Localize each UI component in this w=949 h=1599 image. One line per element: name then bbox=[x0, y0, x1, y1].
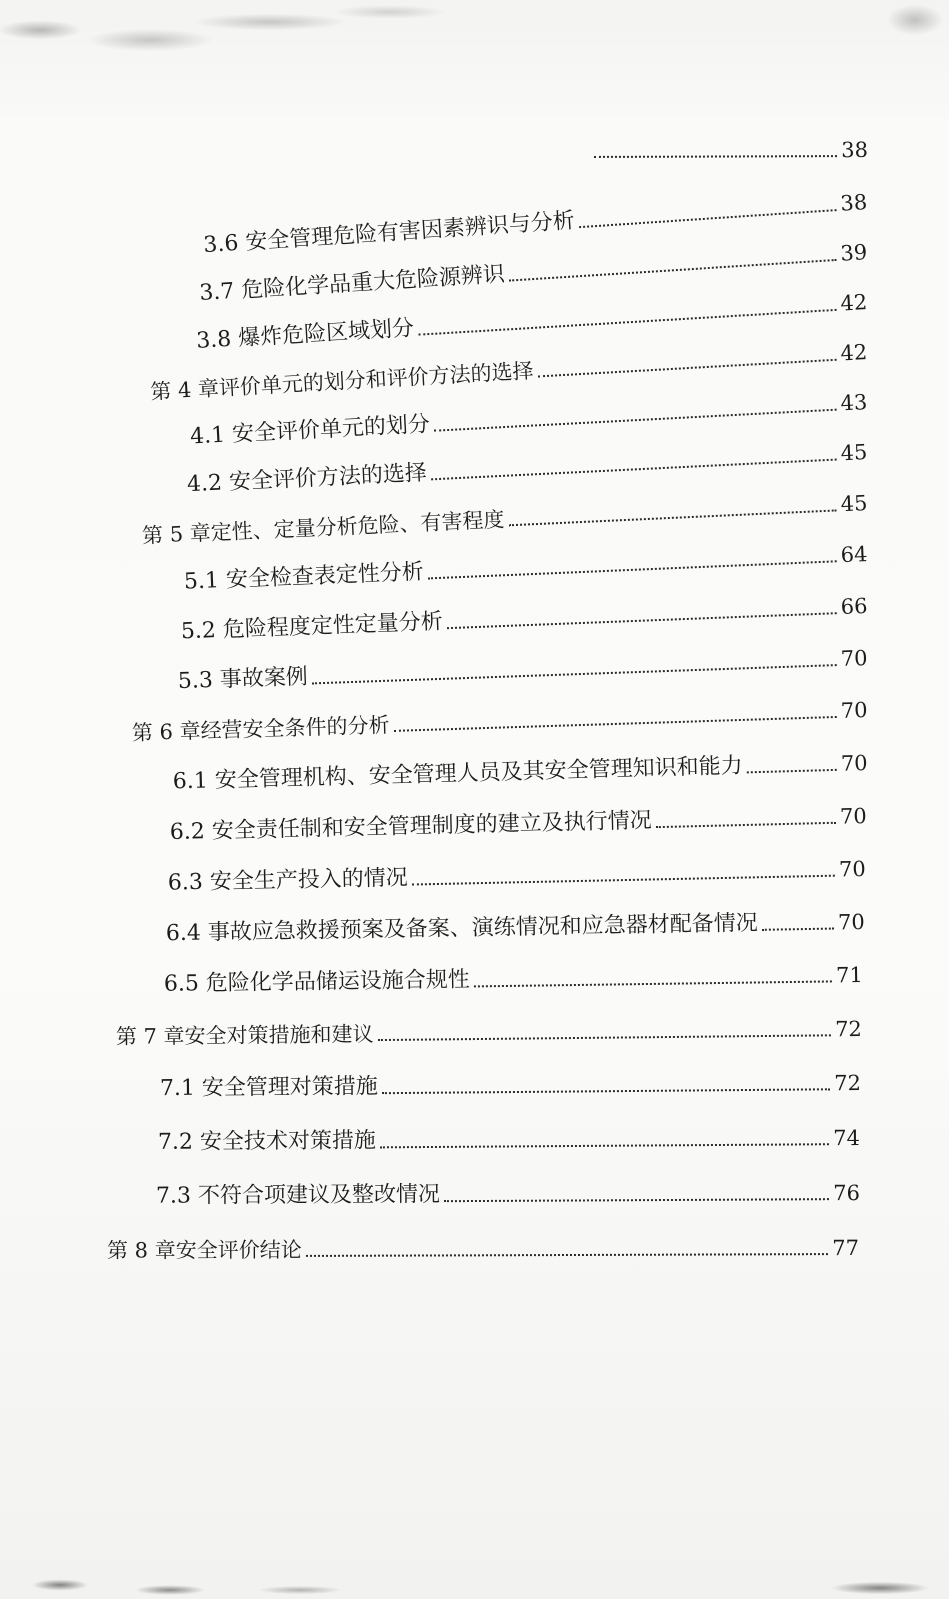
toc-entry-6-5 bbox=[164, 961, 863, 999]
toc-entry-5-1 bbox=[183, 540, 868, 597]
toc-page-number: 74 bbox=[833, 1126, 860, 1151]
toc-entry-label: 第 6 章经营安全条件的分析 bbox=[131, 713, 390, 746]
toc-page-number: 38 bbox=[839, 190, 868, 216]
toc-entry-5-2 bbox=[180, 592, 868, 646]
toc-page-number: 39 bbox=[839, 240, 868, 266]
toc-leader bbox=[444, 1198, 829, 1202]
toc-leader bbox=[431, 459, 837, 481]
toc-leader bbox=[509, 509, 837, 526]
toc-leader bbox=[394, 716, 837, 732]
toc-entry-chapter-5 bbox=[141, 489, 868, 550]
toc-entry-6-1 bbox=[172, 749, 868, 796]
toc-page-number: 70 bbox=[837, 910, 865, 935]
toc-entry-label: 5.2 危险程度定性定量分析 bbox=[180, 609, 444, 645]
toc-page-number: 70 bbox=[838, 857, 866, 882]
toc-entry-label: 4.1 安全评价单元的划分 bbox=[189, 411, 431, 450]
toc-entry-label: 6.2 安全责任制和安全管理制度的建立及执行情况 bbox=[169, 808, 652, 846]
toc-entry-label: 7.1 安全管理对策措施 bbox=[159, 1074, 378, 1102]
toc-entry-top-leader bbox=[590, 136, 868, 165]
toc-page-number: 45 bbox=[840, 491, 868, 517]
toc-leader bbox=[312, 664, 837, 684]
toc-leader bbox=[656, 822, 836, 828]
toc-leader bbox=[594, 155, 837, 158]
toc-leader bbox=[474, 980, 832, 987]
toc-page-number: 77 bbox=[832, 1236, 859, 1261]
toc-entry-label: 3.6 安全管理危险有害因素辨识与分析 bbox=[202, 208, 576, 259]
toc-entry-chapter-8 bbox=[107, 1234, 859, 1265]
toc-leader bbox=[380, 1143, 829, 1148]
toc-entry-label: 7.2 安全技术对策措施 bbox=[157, 1128, 376, 1155]
toc-page-number: 42 bbox=[839, 290, 868, 316]
toc-entry-label: 7.3 不符合项建议及整改情况 bbox=[155, 1182, 440, 1209]
toc-entry-6-2 bbox=[170, 802, 867, 847]
toc-leader bbox=[538, 359, 837, 378]
toc-page-number: 45 bbox=[840, 440, 868, 466]
toc-leader bbox=[412, 875, 835, 886]
toc-entry-7-2 bbox=[158, 1124, 860, 1157]
toc-page-number: 72 bbox=[834, 1017, 862, 1042]
toc-entry-5-3 bbox=[177, 644, 868, 696]
toc-entry-chapter-7 bbox=[116, 1015, 862, 1051]
toc-leader bbox=[378, 1034, 832, 1041]
toc-leader bbox=[418, 309, 837, 336]
toc-entry-label: 5.3 事故案例 bbox=[177, 664, 309, 695]
toc-leader bbox=[447, 612, 837, 629]
toc-page-number: 66 bbox=[840, 594, 868, 620]
toc-page-number: 70 bbox=[840, 751, 868, 776]
toc-entry-label: 6.3 安全生产投入的情况 bbox=[167, 865, 409, 896]
toc-entry-label: 3.7 危险化学品重大危险源辨识 bbox=[198, 261, 506, 307]
toc-page-number: 70 bbox=[840, 698, 868, 723]
toc-entry-label: 4.2 安全评价方法的选择 bbox=[186, 460, 428, 498]
toc-entry-4-2 bbox=[186, 438, 868, 499]
toc-entry-label: 第 8 章安全评价结论 bbox=[106, 1237, 302, 1263]
toc-entry-label: 6.4 事故应急救援预案及备案、演练情况和应急器材配备情况 bbox=[165, 910, 758, 947]
toc-page-number: 70 bbox=[839, 804, 867, 829]
toc-entry-label: 6.1 安全管理机构、安全管理人员及其安全管理知识和能力 bbox=[172, 753, 743, 795]
toc-page-number: 43 bbox=[839, 390, 868, 416]
toc-entry-chapter-6 bbox=[131, 696, 868, 747]
toc-page-number: 76 bbox=[833, 1181, 860, 1206]
toc-page-number: 71 bbox=[835, 963, 863, 988]
toc-leader bbox=[306, 1253, 829, 1257]
toc-entry-label: 第 7 章安全对策措施和建议 bbox=[115, 1022, 374, 1049]
toc-entry-7-1 bbox=[160, 1069, 861, 1103]
toc-entry-label: 5.1 安全检查表定性分析 bbox=[183, 559, 425, 595]
toc-entry-label: 6.5 危险化学品储运设施合规性 bbox=[163, 967, 470, 997]
toc-entry-7-3 bbox=[156, 1179, 860, 1211]
toc-entry-6-3 bbox=[168, 855, 866, 898]
toc-entry-6-4 bbox=[166, 908, 865, 948]
toc-leader bbox=[428, 560, 837, 579]
toc-entry-label: 3.8 爆炸危险区域划分 bbox=[195, 315, 415, 354]
toc-leader bbox=[579, 209, 837, 228]
toc-leader bbox=[762, 928, 834, 931]
toc-page-number: 72 bbox=[834, 1071, 861, 1096]
toc-leader bbox=[509, 259, 837, 282]
toc-page-number: 64 bbox=[840, 542, 868, 568]
toc-leader bbox=[434, 409, 837, 432]
toc-entry-label: 第 4 章评价单元的划分和评价方法的选择 bbox=[149, 358, 535, 405]
toc-page-number: 42 bbox=[839, 340, 868, 366]
toc-entry-label: 第 5 章定性、定量分析危险、有害程度 bbox=[141, 507, 506, 548]
toc-page-number: 38 bbox=[841, 138, 868, 163]
toc-leader bbox=[747, 769, 837, 774]
toc-page-number: 70 bbox=[840, 646, 868, 671]
toc-leader bbox=[382, 1088, 830, 1094]
